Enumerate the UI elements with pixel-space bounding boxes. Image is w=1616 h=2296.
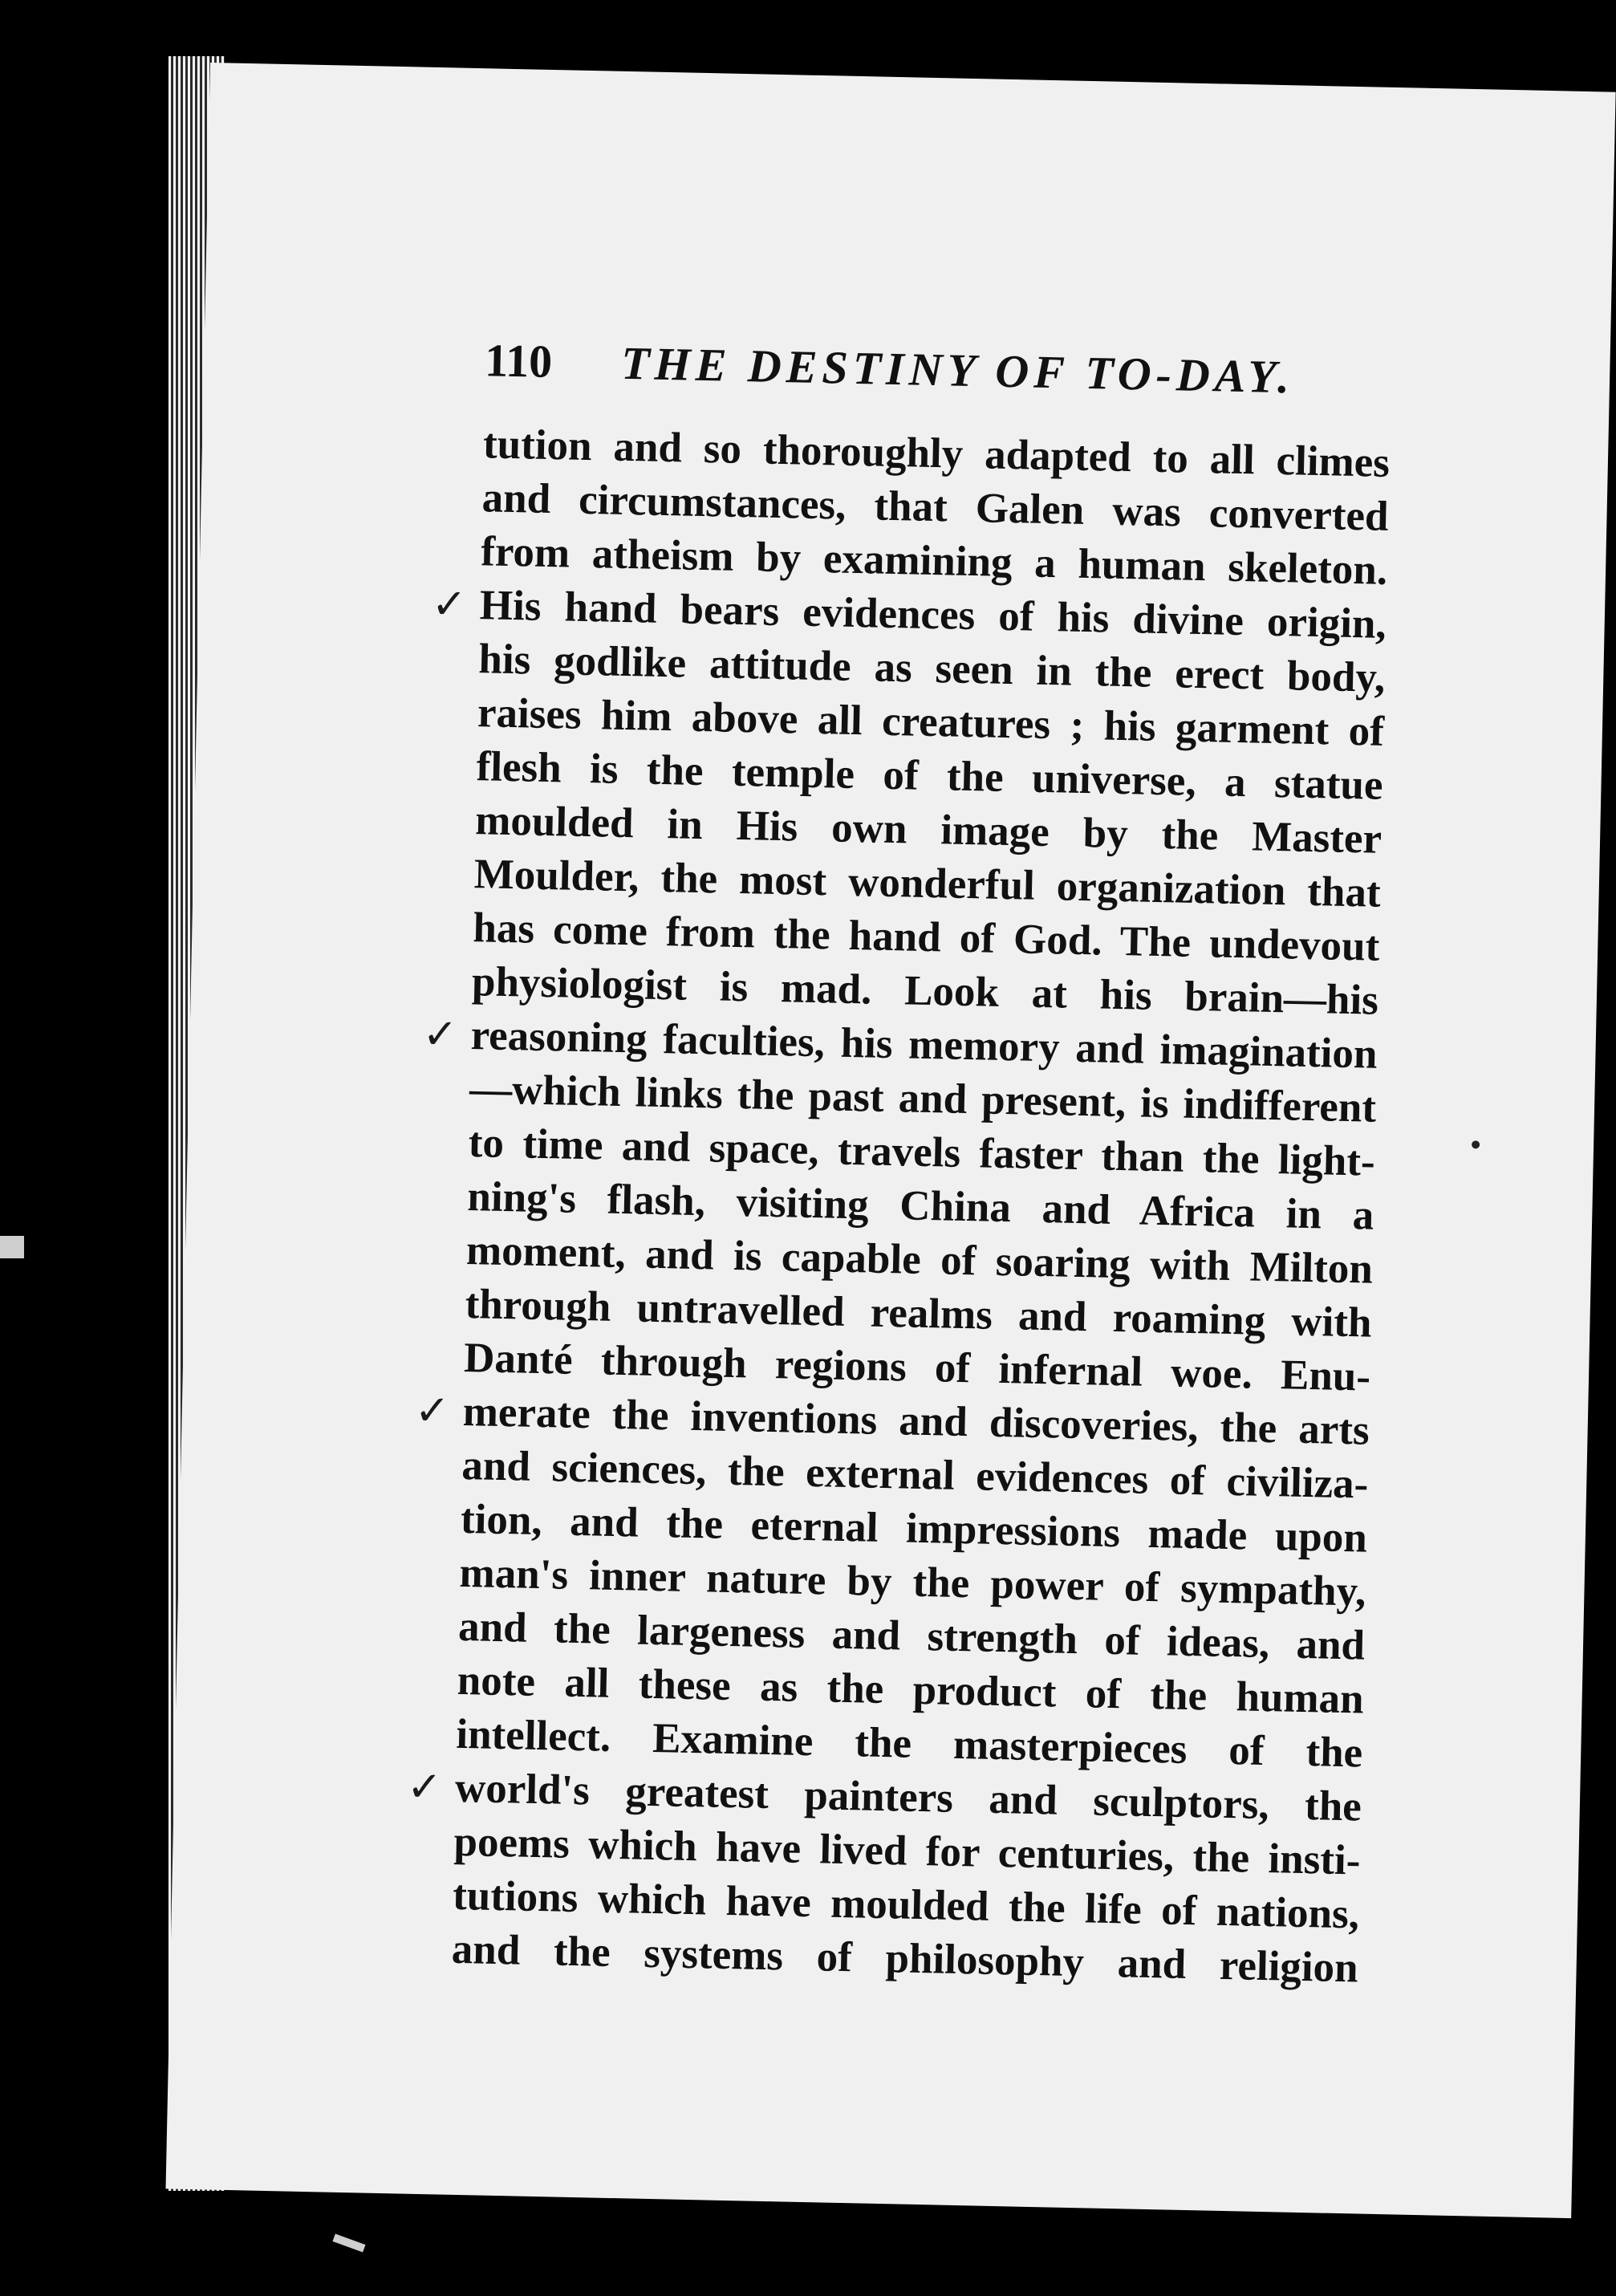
text-line: his godlike attitude as seen in the erect body, [477, 636, 1386, 701]
running-title: THE DESTINY OF TO-DAY. [620, 336, 1295, 404]
text-line: note all these as the product of the human [457, 1656, 1365, 1723]
text-line: moulded in His own image by the Master [474, 797, 1383, 863]
text-line: intellect. Examine the masterpieces of the [455, 1710, 1363, 1777]
check-mark-annotation: ✓ [414, 1386, 451, 1436]
text-line: and circumstances, that Galen was converted [481, 474, 1390, 540]
text-line: man's inner nature by the power of sympathy, [459, 1549, 1367, 1615]
text-line-content: merate the inventions and discoveries, the arts [462, 1388, 1370, 1454]
page-number: 110 [484, 334, 553, 388]
text-line: and the systems of philosophy and religion [451, 1925, 1359, 1992]
text-line: tutions which have moulded the life of nations, [452, 1871, 1360, 1938]
body-text [406, 417, 1391, 1995]
scan-artifact [0, 1236, 24, 1258]
text-line-content: His hand bears evidences of his divine origin, [479, 582, 1387, 648]
check-mark-annotation: ✓ [422, 1010, 458, 1059]
text-line: from atheism by examining a human skeleton. [480, 528, 1388, 594]
text-line: Moulder, the most wonderful organization that [473, 851, 1382, 916]
text-line: and the largeness and strength of ideas, and [457, 1603, 1366, 1669]
text-line-content: world's greatest painters and sculptors, the [454, 1764, 1362, 1831]
text-line: raises him above all creatures ; his garment of [477, 689, 1385, 755]
text-line: has come from the hand of God. The undevout [472, 904, 1380, 970]
text-line: poems which have lived for centuries, the insti- [453, 1818, 1361, 1884]
text-line: physiologist is mad. Look at his brain—his [471, 958, 1379, 1024]
text-line: and sciences, the external evidences of civiliza- [461, 1441, 1369, 1508]
check-mark-annotation: ✓ [431, 579, 468, 629]
text-line: Danté through regions of infernal woe. Enu- [463, 1334, 1371, 1400]
text-line: to time and space, travels faster than the light- [468, 1120, 1376, 1185]
text-line: tion, and the eternal impressions made upon [460, 1495, 1368, 1562]
text-line: through untravelled realms and roaming with [465, 1280, 1373, 1347]
scan-artifact [332, 2233, 365, 2252]
check-mark-annotation: ✓ [406, 1762, 443, 1812]
text-line: —which links the past and present, is indifferent [469, 1066, 1377, 1132]
text-line: ning's flash, visiting China and Africa in a [466, 1173, 1374, 1239]
text-line-content: reasoning faculties, his memory and imagination [470, 1012, 1378, 1078]
ink-dot [1472, 1140, 1480, 1148]
book-page [166, 63, 1616, 2218]
text-line: moment, and is capable of soaring with Milton [465, 1227, 1374, 1293]
running-head [484, 333, 1528, 419]
text-line: flesh is the temple of the universe, a statue [476, 743, 1384, 809]
text-line: tution and so thoroughly adapted to all climes [482, 421, 1391, 486]
